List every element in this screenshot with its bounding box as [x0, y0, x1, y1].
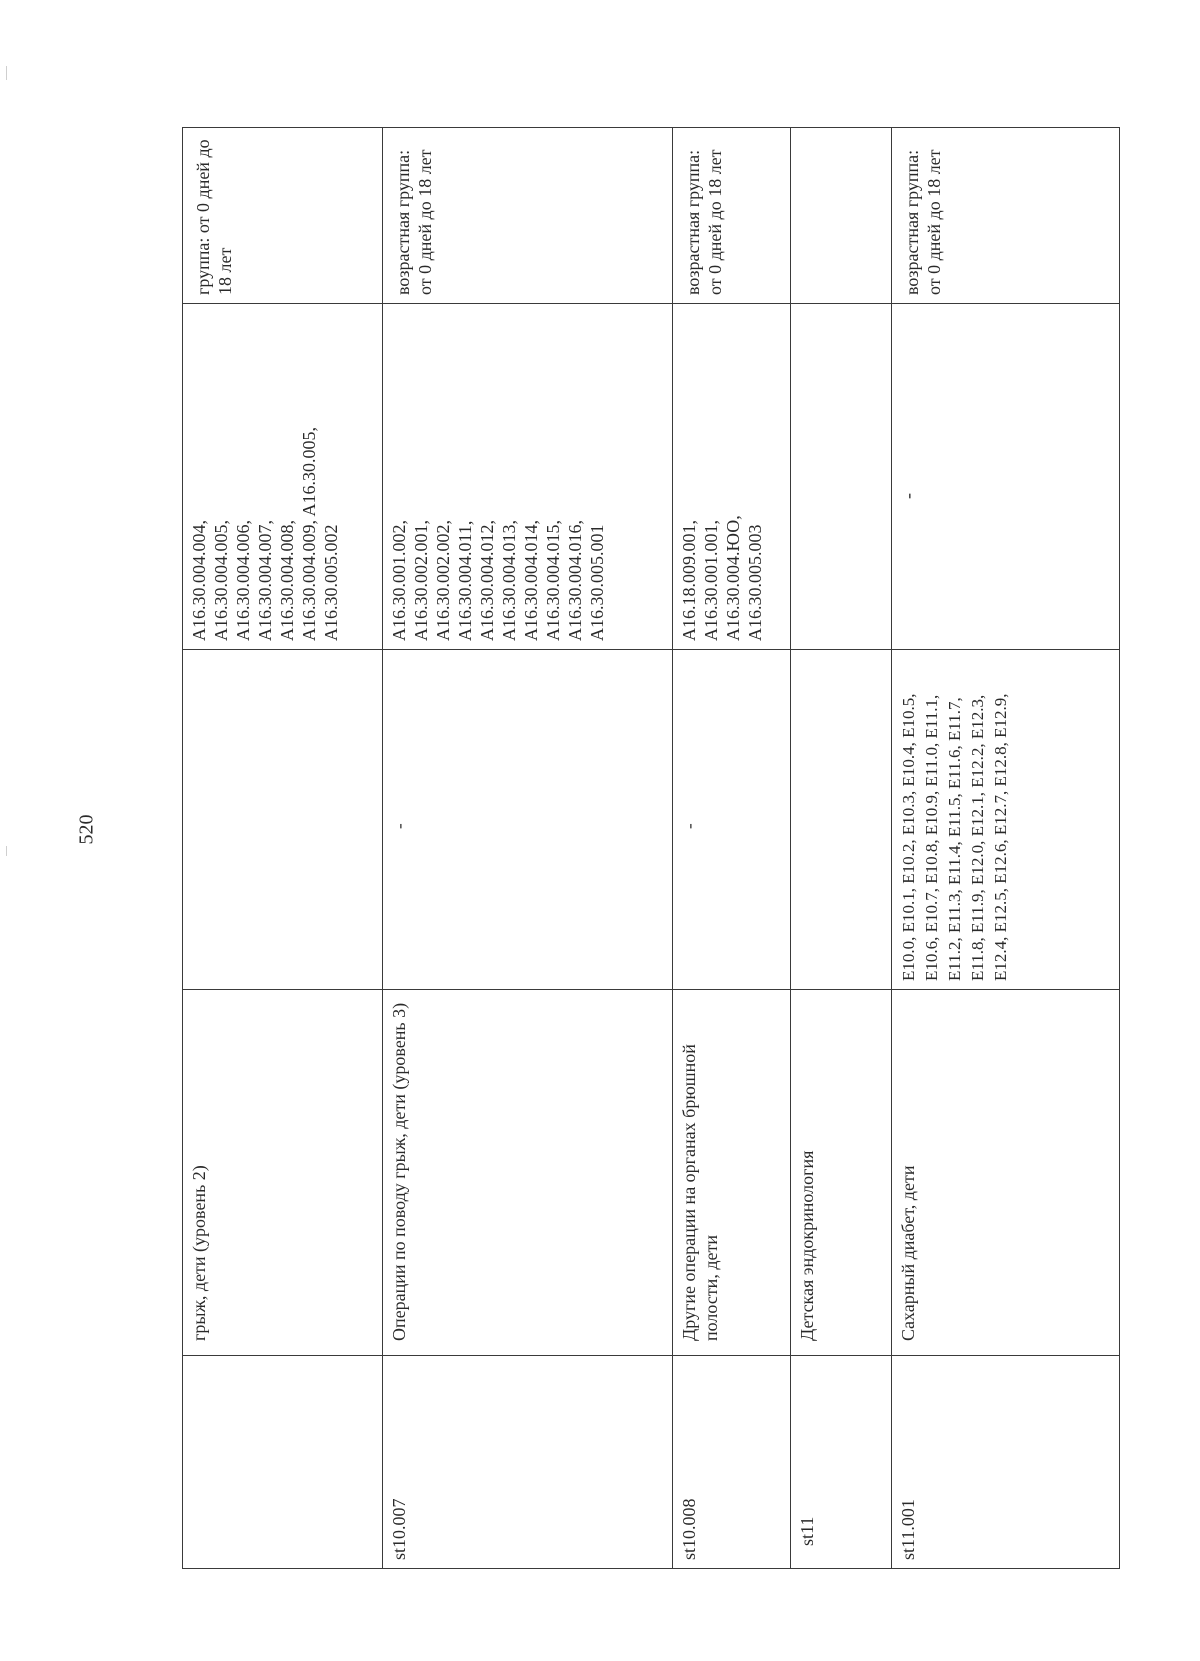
procedure-code: A16.30.001.001, — [700, 520, 721, 641]
procedure-code: A16.30.005.002 — [320, 524, 341, 641]
procedure-code: A16.30.004.004, — [189, 520, 209, 641]
cell-mkb — [183, 650, 383, 990]
procedures-lines — [189, 314, 343, 641]
scan-edge-mark-top — [6, 66, 7, 80]
procedure-code: A16.30.004.014, — [520, 520, 541, 641]
procedure-code: A16.30.004.ЮО, — [722, 515, 743, 641]
procedure-code: A16.30.005.001 — [586, 524, 607, 641]
cell-name: Детская эндокринология — [791, 990, 892, 1356]
procedure-code: A16.30.004.006, — [232, 520, 253, 641]
cell-code: st11.001 — [891, 1356, 1119, 1569]
procedure-code: A16.30.002.002, — [432, 520, 453, 641]
table-row — [791, 128, 892, 1569]
procedure-code: A16.30.004.009, A16.30.005, — [298, 426, 319, 641]
cell-criteria: группа: от 0 дней до 18 лет — [183, 128, 383, 304]
rotated-table-frame — [182, 128, 1084, 1569]
cell-code — [183, 1356, 383, 1569]
procedures-lines — [679, 314, 767, 641]
procedures-lines — [389, 314, 609, 641]
cell-mkb — [791, 650, 892, 990]
page-number: 520 — [75, 814, 98, 845]
cell-name: Другие операции на органах брюшной полости, дети — [673, 990, 791, 1356]
cell-criteria: возрастная группа: от 0 дней до 18 лет — [891, 128, 1119, 304]
table-row — [183, 128, 383, 1569]
table-row — [673, 128, 791, 1569]
procedure-code: A16.30.002.001, — [410, 520, 431, 641]
procedure-code: A16.30.004.007, — [254, 520, 275, 641]
table-row — [383, 128, 673, 1569]
cell-procedures — [383, 304, 673, 650]
cell-criteria: возрастная группа: от 0 дней до 18 лет — [673, 128, 791, 304]
cell-name: Сахарный диабет, дети — [891, 990, 1119, 1356]
cell-procedures — [791, 304, 892, 650]
tariff-table — [182, 127, 1120, 1569]
cell-procedures — [183, 304, 383, 650]
cell-code: st10.008 — [673, 1356, 791, 1569]
cell-criteria — [791, 128, 892, 304]
procedure-code: A16.30.005.003 — [744, 524, 765, 641]
procedure-code: A16.30.001.002, — [389, 520, 409, 641]
procedure-code: A16.30.004.015, — [542, 520, 563, 641]
cell-name: грыж, дети (уровень 2) — [183, 990, 383, 1356]
cell-mkb: E10.0, E10.1, E10.2, E10.3, E10.4, E10.5, E10.6, E10.7, E10.8, E10.9, E11.0, E11.1, E11.2, E11.3, E11.4, E11.5, E11.6, E11.7, E11.8, E11.9, E12.0, E12.1, E12.2, E12.3, E12.4, E12.5, E12.6, E12.7, E12.8, E12.9, — [891, 650, 1119, 990]
cell-code: st10.007 — [383, 1356, 673, 1569]
cell-name: Операции по поводу грыж, дети (уровень 3) — [383, 990, 673, 1356]
cell-procedures: - — [891, 304, 1119, 650]
procedure-code: A16.30.004.012, — [476, 520, 497, 641]
procedure-code: A16.18.009.001, — [679, 520, 699, 641]
procedure-code: A16.30.004.011, — [454, 520, 475, 641]
cell-code: st11 — [791, 1356, 892, 1569]
procedure-code: A16.30.004.013, — [498, 520, 519, 641]
procedure-code: A16.30.004.016, — [564, 520, 585, 641]
procedure-code: A16.30.004.005, — [210, 520, 231, 641]
scan-edge-mark-mid — [6, 846, 7, 856]
cell-mkb: - — [383, 650, 673, 990]
cell-mkb: - — [673, 650, 791, 990]
cell-procedures — [673, 304, 791, 650]
table-row — [891, 128, 1119, 1569]
cell-criteria: возрастная группа: от 0 дней до 18 лет — [383, 128, 673, 304]
procedure-code: A16.30.004.008, — [276, 520, 297, 641]
